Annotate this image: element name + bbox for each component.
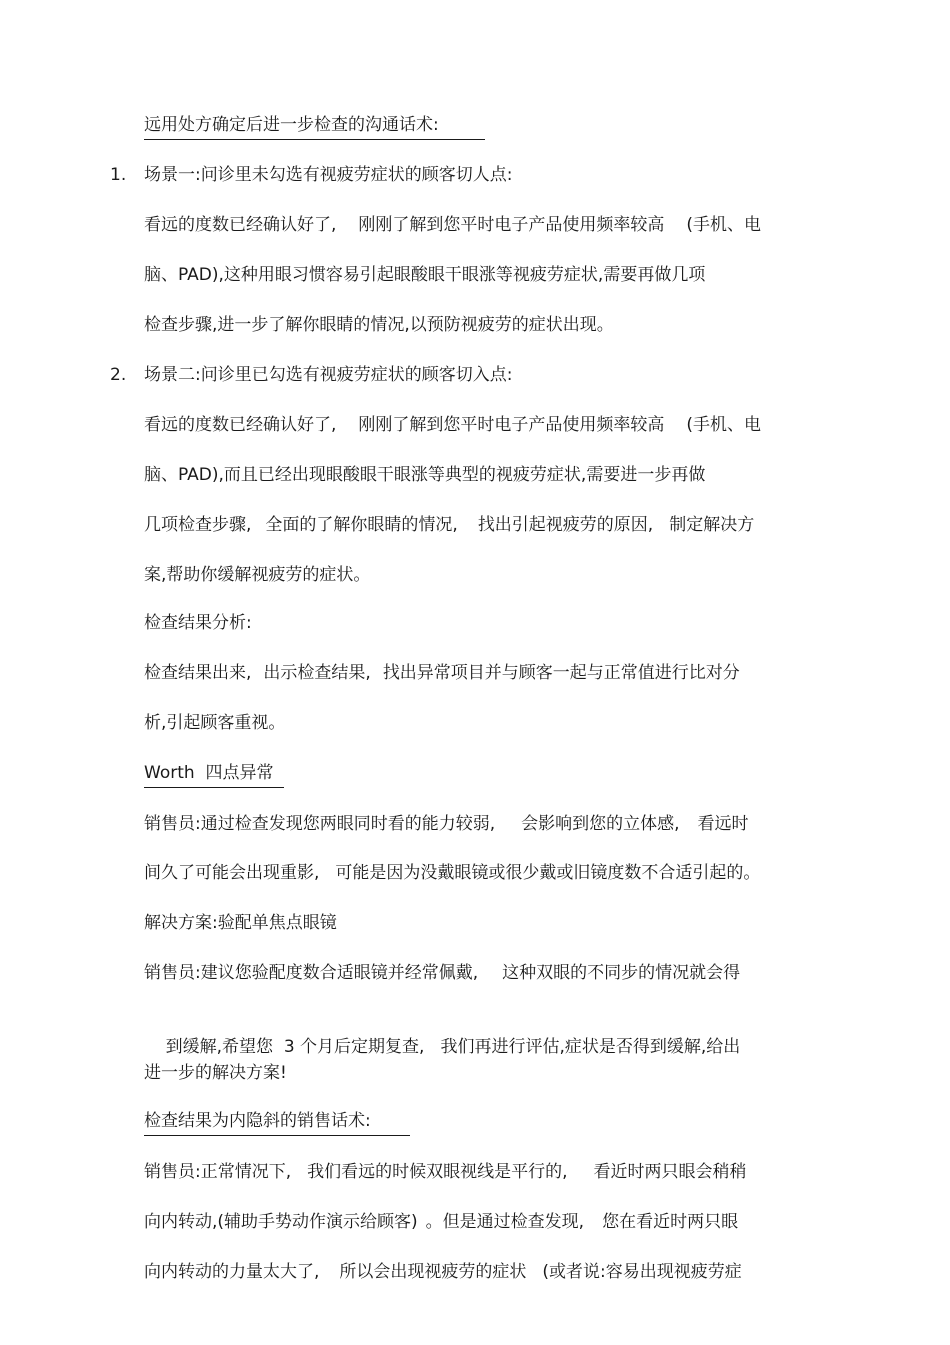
esophoria-line-1: 销售员:正常情况下, 我们看远的时候双眼视线是平行的, 看近时两只眼会稍稍 [144, 1162, 747, 1182]
item2-line-3: 几项检查步骤, 全面的了解你眼睛的情况, 找出引起视疲劳的原因, 制定解决方 [144, 515, 755, 535]
item1-title: 场景一:问诊里未勾选有视疲劳症状的顾客切人点: [144, 165, 513, 185]
item2-number: 2. [110, 365, 127, 385]
esophoria-title: 检查结果为内隐斜的销售话术: [144, 1109, 410, 1136]
analysis-title: 检查结果分析: [144, 613, 252, 633]
worth-sales1-line-1: 销售员:通过检查发现您两眼同时看的能力较弱, 会影响到您的立体感, 看远时 [144, 814, 749, 834]
worth-title: Worth 四点异常 [144, 761, 284, 788]
heading-top: 远用处方确定后进一步检查的沟通话术: [144, 113, 485, 140]
worth-sales1-line-2: 间久了可能会出现重影, 可能是因为没戴眼镜或很少戴或旧镜度数不合适引起的。 [144, 863, 761, 883]
item1-line-3: 检查步骤,进一步了解你眼睛的情况,以预防视疲劳的症状出现。 [144, 315, 614, 335]
worth-sales2-line-2: 到缓解,希望您 3 个月后定期复查, 我们再进行评估,症状是否得到缓解,给出 [165, 1037, 741, 1057]
esophoria-line-3: 向内转动的力量太大了, 所以会出现视疲劳的症状 (或者说:容易出现视疲劳症 [144, 1262, 742, 1282]
item1-line-1: 看远的度数已经确认好了, 刚刚了解到您平时电子产品使用频率较高 (手机、电 [144, 215, 762, 235]
worth-sales2-line-1: 销售员:建议您验配度数合适眼镜并经常佩戴, 这种双眼的不同步的情况就会得 [144, 963, 741, 983]
analysis-line-1: 检查结果出来, 出示检查结果, 找出异常项目并与顾客一起与正常值进行比对分 [144, 663, 740, 683]
item1-line-2: 脑、PAD),这种用眼习惯容易引起眼酸眼干眼涨等视疲劳症状,需要再做几项 [144, 265, 706, 285]
item2-line-4: 案,帮助你缓解视疲劳的症状。 [144, 565, 371, 585]
item2-line-2: 脑、PAD),而且已经出现眼酸眼干眼涨等典型的视疲劳症状,需要进一步再做 [144, 465, 706, 485]
worth-solution: 解决方案:验配单焦点眼镜 [144, 913, 337, 933]
esophoria-line-2: 向内转动,(辅助手势动作演示给顾客) 。但是通过检查发现, 您在看近时两只眼 [144, 1212, 739, 1232]
item2-title: 场景二:问诊里已勾选有视疲劳症状的顾客切入点: [144, 365, 513, 385]
analysis-line-2: 析,引起顾客重视。 [144, 713, 286, 733]
worth-sales2-line-3: 进一步的解决方案! [144, 1063, 287, 1083]
item1-number: 1. [110, 165, 127, 185]
item2-line-1: 看远的度数已经确认好了, 刚刚了解到您平时电子产品使用频率较高 (手机、电 [144, 415, 762, 435]
